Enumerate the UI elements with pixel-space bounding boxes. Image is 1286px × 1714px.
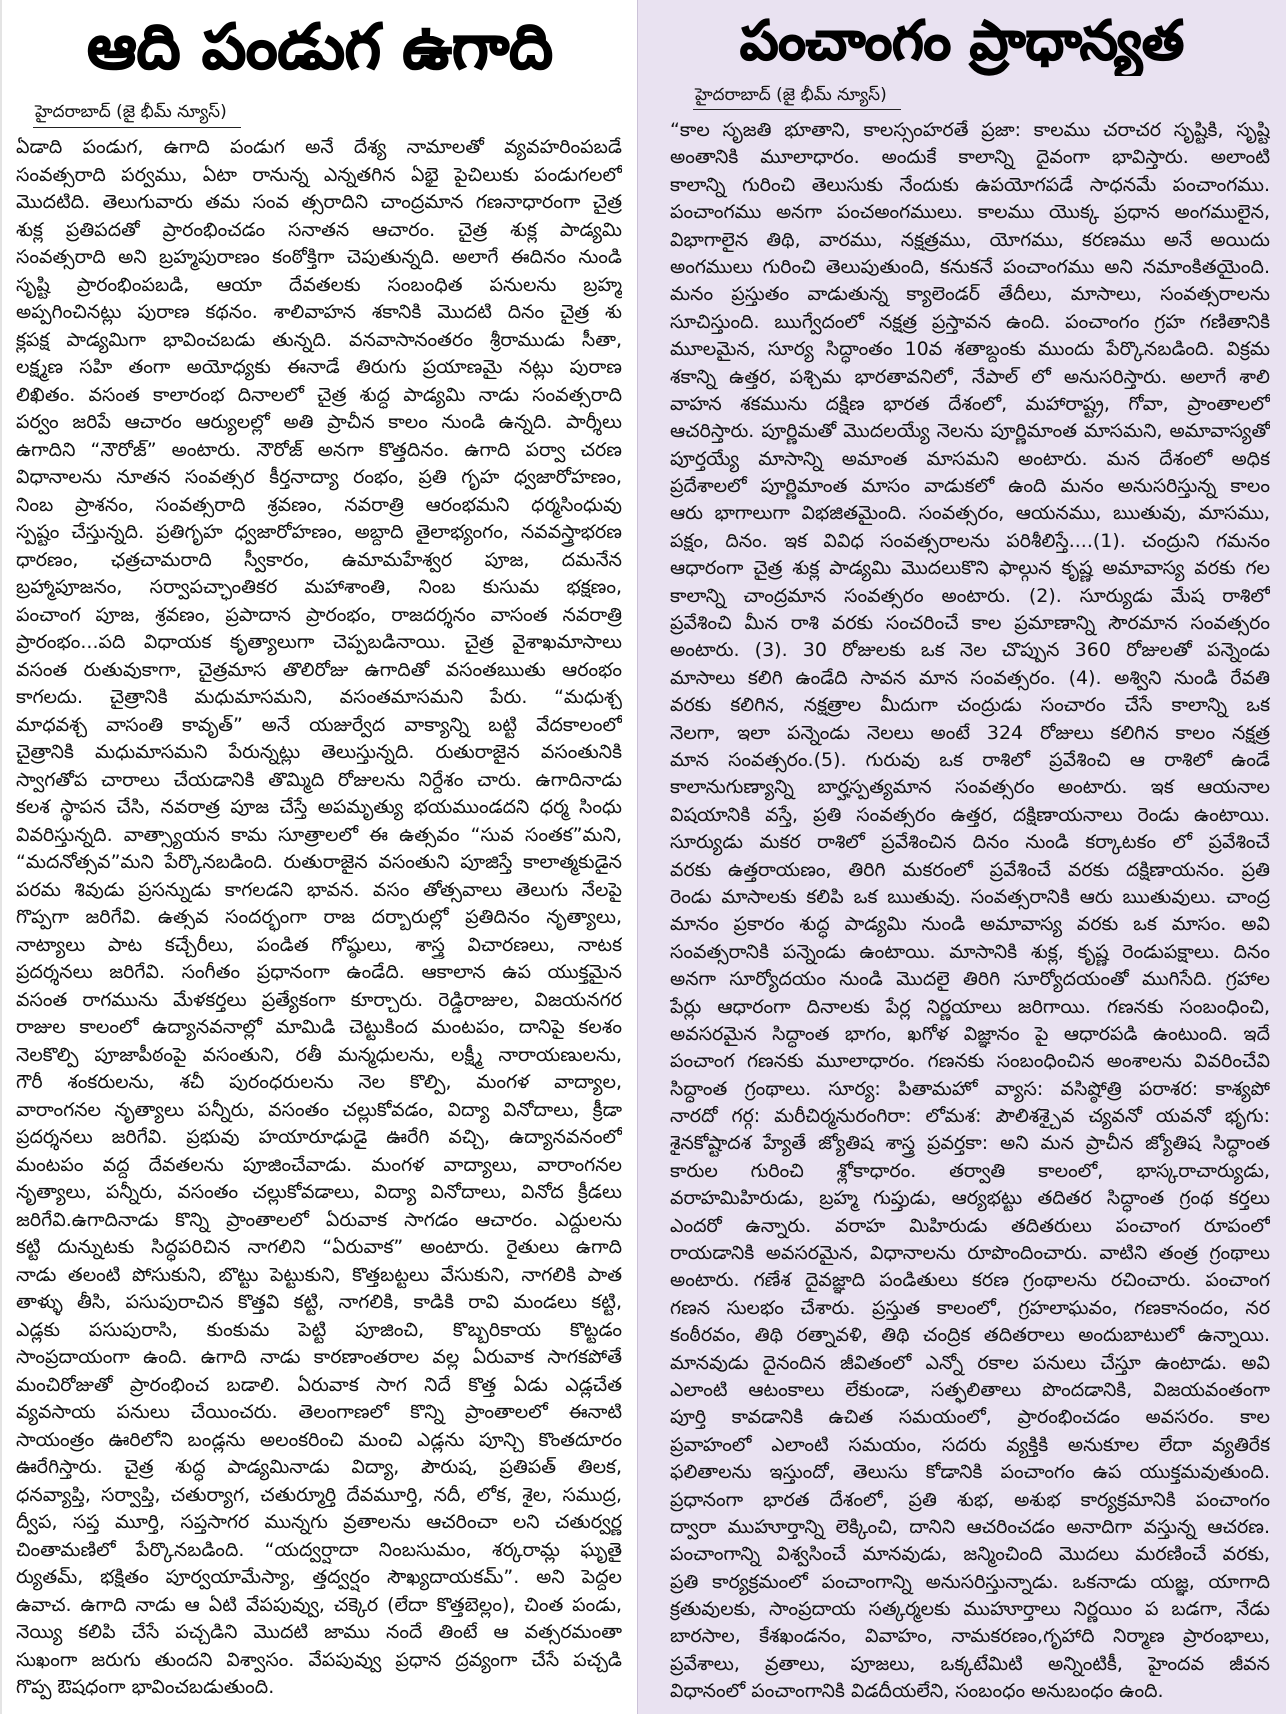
body-line: విషయానికి వస్తే, ప్రతి సంవత్సరం ఉత్తర, దక్షిణాయనాలు రెండు ఉంటాయి. (670, 803, 1270, 826)
body-line: విధానాలను నూతన సంవత్సర కీర్తనాద్యా రంభం, ప్రతి గృహ ధ్వజారోహణం, (16, 466, 622, 488)
body-line: వరకు కలిగిన, నక్షత్రాల మీదుగా చంద్రుడు సంచారం చేసే కాలాన్ని ఒక (670, 694, 1270, 717)
body-line: పరమ శివుడు ప్రసన్నుడు కాగలడని భావన. వసం తోత్సవాలు తెలుగు నేలపై (16, 878, 622, 901)
body-line: కాలాన్ని చాంద్రమాన సంవత్సరం అంటారు. (2). సూర్యుడు మేష రాశిలో (670, 584, 1270, 607)
body-line: సాంప్రదాయంగా ఉంది. ఉగాది నాడు కారణాంతరాల వల్ల ఏరువాక సాగకపోతే (16, 1346, 622, 1368)
body-line: అనగా సూర్యోదయం నుండి మొదలై తిరిగి సూర్యోదయంతో ముగిసేది. గ్రహాల (670, 968, 1270, 991)
body-line: “కాల సృజతి భూతాని, కాలస్సంహరతే ప్రజా: కాలము చరాచర సృష్టికి, సృష్టి (670, 119, 1270, 141)
body-line: శైనకోష్టాదశ హ్యేతే జ్యోతిష శాస్త్ర ప్రవర్తకా: అని మన ప్రాచీన జ్యోతిష సిద్ధాంత (670, 1132, 1270, 1155)
article-panchangam (638, 0, 1286, 1714)
body-line: వరకు ఉత్తరాయణం, తిరిగి మకరంలో ప్రవేశించే వరకు దక్షిణాయనం. ప్రతి (670, 858, 1270, 881)
body-line: నెలగా, ఇలా పన్నెండు నెలలు అంటే 324 రోజులు కలిగిన కాలం నక్షత్ర (670, 721, 1270, 744)
body-line: ఉవాచ. ఉగాది నాడు ఆ ఏటి వేపపువ్వు, చక్కెర (లేదా కొత్తబెల్లం), చింత పండు, (16, 1593, 622, 1616)
body-line: పంచాంగాన్ని విశ్వసించే మానవుడు, జన్మించింది మొదలు మరణించే వరకు, (670, 1543, 1270, 1566)
body-line: రెండు మాసాలకు కలిపి ఒక ఋతువు. సంవత్సరానికి ఆరు ఋతువులు. చాంద్ర (670, 885, 1270, 908)
body-line: సాయంత్రం ఊరిలోని బండ్లను అలంకరించి మంచి ఎడ్లను పూన్చి కొంతదూరం (16, 1428, 622, 1451)
body-line: మాధవశ్చ వాసంతి కావృత్” అనే యజుర్వేద వాక్యాన్ని బట్టి వేదకాలంలో (16, 713, 622, 736)
body-line: క్లపక్ష పాడ్యమిగా భావించబడు తున్నది. వనవాసానంతరం శ్రీరాముడు సీతా, (16, 328, 622, 351)
body-line: చైత్రానికి మధుమాసమని పేరున్నట్లు తెలుస్తున్నది. రుతురాజైన వసంతునికి (16, 741, 622, 763)
body-line: వసంత రాగమును మేళకర్తలు ప్రత్యేకంగా కూర్చారు. రెడ్డిరాజుల, విజయనగర (16, 988, 622, 1011)
body-line: అంగములు గురించి తెలుపుతుంది, కనుకనే పంచాంగము అని నమాంకితయైంది. (670, 255, 1270, 278)
body-line: మానం ప్రకారం శుద్ధ పాడ్యమి నుండి అమావాస్య వరకు ఒక మాసం. అవి (670, 913, 1270, 936)
body-line: అవసరమైన సిద్ధాంత భాగం, ఖగోళ విజ్ఞానం పై ఆధారపడి ఉంటుంది. ఇదే (670, 1022, 1270, 1045)
body-line: ఏడాది పండుగ, ఉగాది పండుగ అనే దేశ్య నామాలతో వ్యవహరింపబడే (16, 136, 622, 158)
body-line: నారదో గర్గ: మరీచిర్మనురంగిరా: లోమశ: పౌలిశశ్చైవ చ్యవనో యవనో భృగు: (670, 1105, 1270, 1128)
body-line: ప్రవేశాలు, వ్రతాలు, పూజలు, ఒక్కటేమిటి అన్నింటికీ, హైందవ జీవన (670, 1652, 1270, 1675)
body-line: ప్రధానంగా భారత దేశంలో, ప్రతి శుభ, అశుభ కార్యక్రమానికి పంచాంగం (670, 1488, 1270, 1511)
body-line: కాలానుగుణ్యాన్ని బార్హస్పత్యమాన సంవత్సరం అంటారు. ఇక ఆయనాల (670, 776, 1270, 799)
body-line: సుఖంగా జరుగు తుందని విశ్వాసం. వేపపువ్వు ప్రధాన ద్రవ్యంగా చేసే పచ్చడి (16, 1648, 622, 1671)
body-line: ద్వీప, సప్త మూర్తి, సప్తసాగర మున్నగు వ్రతాలను ఆచరించా లని చతుర్వర్ణ (16, 1511, 622, 1533)
body-line: శుక్ల ప్రతిపదతో ప్రారంభించడం సనాతన ఆచారం. చైత్ర శుక్ల పాడ్యమి (16, 218, 622, 241)
body-line: పూర్తి కావడానికి ఉచిత సమయంలో, ప్రారంభించడం అవసరం. కాల (670, 1406, 1270, 1429)
body-line: అప్పగించినట్లు పురాణ కథనం. శాలివాహన శకానికి మొదటి దినం చైత్ర శు (16, 301, 622, 323)
body-line: నృత్యాలు, పన్నీరు, వసంతం చల్లుకోవడాలు, విద్యా వినోదాలు, వినోద క్రీడలు (16, 1181, 622, 1203)
body-line: ఊరేగిస్తారు. చైత్ర శుద్ధ పాడ్యమినాడు విద్యా, పౌరుష, ప్రతిపత్ తిలక, (16, 1456, 622, 1478)
body-line: నాడు తలంటి పోసుకుని, బొట్టు పెట్టుకుని, కొత్తబట్టలు వేసుకుని, నాగలికి పాత (16, 1263, 622, 1286)
body-line: ర్యుతమ్, భక్షితం పూర్వయామేస్యా, త్తద్వర్షం సౌఖ్యదాయకమ్”. అని పెద్దల (16, 1566, 622, 1588)
body-line: మంటపం వద్ద దేవతలను పూజించేవాడు. మంగళ వాద్యాలు, వారాంగనల (16, 1153, 622, 1176)
body-line: ప్రతి కార్యక్రమంలో పంచాంగాన్ని అనుసరిస్తున్నాడు. ఒకనాడు యజ్ఞ, యాగాది (670, 1570, 1270, 1593)
body-line: స్పష్టం చేస్తున్నది. ప్రతిగృహ ధ్వజారోహణం, అబ్దాది తైలాభ్యంగం, నవవస్త్రాభరణ (16, 521, 622, 543)
body-line: మూలమైన, సూర్య సిద్ధాంతం 10వ శతాబ్దంకు ముందు పేర్కొనబడింది. విక్రమ (670, 338, 1270, 361)
body-line: నెయ్యి కలిపి చేసే పచ్చడిని మొదటి జాము నందే తింటే ఆ వత్సరమంతా (16, 1621, 622, 1643)
body-line: గౌరీ శంకరులను, శచీ పురంధరులను నెల కొల్పి, మంగళ వాద్యాల, (16, 1071, 622, 1093)
body-line: సూచిస్తుంది. ఋగ్వేదంలో నక్షత్ర ప్రస్తావన ఉంది. పంచాంగం గ్రహ గణితానికి (670, 310, 1270, 333)
body-line: విభాగాలైన తిథి, వారము, నక్షత్రము, యోగము, కరణము అనే అయిదు (670, 228, 1270, 251)
body-line: వసంత రుతువుకాగా, చైత్రమాస తొలిరోజు ఉగాదితో వసంతఋతు ఆరంభం (16, 658, 622, 681)
body-line: ఫలితాలను ఇస్తుందో, తెలుసు కోడానికి పంచాంగం ఉప యుక్తమవుతుంది. (670, 1461, 1270, 1484)
body-line: అంటారు. (3). 30 రోజులకు ఒక నెల చొప్పున 360 రోజులతో పన్నెండు (670, 639, 1270, 662)
body-line: కారుల గురించి శ్లోకాధారం. తర్వాతి కాలంలో, భాస్కరాచార్యుడు, (670, 1159, 1270, 1182)
body-line: మాసాలు కలిగి ఉండేది సావన మాన సంవత్సరం. (4). అశ్విని నుండి రేవతి (670, 666, 1270, 689)
body-line: పక్షం, దినం. ఇక వివిధ సంవత్సరాలను పరిశీలిస్తే....(1). చంద్రుని గమనం (670, 529, 1270, 552)
body-line: కట్టి దున్నుటకు సిద్ధపరిచిన నాగలిని “ఏరువాక” అంటారు. రైతులు ఉగాది (16, 1236, 622, 1258)
body-line: ప్రదర్శనలు జరిగేవి. ప్రభువు హయారూఢుడై ఊరేగి వచ్చి, ఉద్యానవనంలో (16, 1126, 622, 1148)
body-line: సంవత్సరానికి పన్నెండు ఉంటాయి. మాసానికి శుక్ల, కృష్ణ రెండుపక్షాలు. దినం (670, 940, 1270, 963)
article-body (670, 117, 1270, 1706)
body-line: ప్రవాహంలో ఎలాంటి సమయం, సదరు వ్యక్తికి అనుకూల లేదా వ్యతిరేక (670, 1433, 1270, 1456)
body-line: వ్యవసాయ పనులు చేయించరు. తెలంగాణలో కొన్ని ప్రాంతాలలో ఈనాటి (16, 1401, 622, 1423)
body-line: మొదటిది. తెలుగువారు తమ సంవ త్సరాదిని చాంద్రమాన గణనాధారంగా చైత్ర (16, 191, 622, 213)
body-line: “మదనోత్సవ”మని పేర్కొనబడింది. రుతురాజైన వసంతుని పూజిస్తే కాలాత్మకుడైన (16, 851, 622, 873)
body-line: కాలాన్ని గురించి తెలుసుకు నేందుకు ఉపయోగపడే సాధనమే పంచాంగము. (670, 173, 1270, 196)
body-line: పేర్లు ఆధారంగా దినాలకు పేర్ల నిర్ణయాలు జరిగాయి. గణనకు సంబంధించి, (670, 995, 1270, 1018)
body-line: కలశ స్థాపన చేసి, నవరాత్ర పూజ చేస్తే అపమృత్యు భయముండదని ధర్మ సింధు (16, 796, 622, 818)
body-line: విధానంలో పంచాంగానికి విడదీయలేని, సంబంధం అనుబంధం ఉంది. (670, 1680, 1164, 1703)
body-line: ఎడ్లకు పసుపురాసి, కుంకుమ పెట్టి పూజించి, కొబ్బరికాయ కొట్టడం (16, 1318, 622, 1341)
body-line: ఎందరో ఉన్నారు. వరాహ మిహిరుడు తదితరులు పంచాంగ రూపంలో (670, 1214, 1270, 1237)
body-line: పంచాంగ పూజ, శ్రవణం, ప్రపాదాన ప్రారంభం, రాజదర్శనం వాసంత నవరాత్రి (16, 603, 622, 626)
article-ugadi (0, 0, 638, 1714)
body-line: వారాంగనల నృత్యాలు పన్నీరు, వసంతం చల్లుకోవడం, విద్యా వినోదాలు, క్రీడా (16, 1098, 622, 1121)
body-line: ధనవ్యాప్తి, సర్వాప్తి, చతుర్యాగ, చతుర్మూర్తి దేవమూర్తి, నదీ, లోక, శైల, సముద్ర, (16, 1483, 622, 1506)
body-line: వాహన శకమును దక్షిణ భారత దేశంలో, మహారాష్ట్ర, గోవా, ప్రాంతాలలో (670, 392, 1270, 415)
body-line: ఆరు భాగాలుగా విభజితమైంది. సంవత్సరం, ఆయనము, ఋతువు, మాసము, (670, 502, 1270, 525)
headline: పంచాంగం ప్రాధాన్యత (740, 9, 1184, 72)
body-line: శకాన్ని ఉత్తర, పశ్చిమ భారతావనిలో, నేపాల్ లో అనుసరిస్తారు. అలాగే శాలి (670, 365, 1270, 388)
column-divider (637, 0, 638, 1714)
body-line: జరిగేవి.ఉగాదినాడు కొన్ని ప్రాంతాలలో ఏరువాక సాగడం ఆచారం. ఎద్దులను (16, 1208, 622, 1231)
body-line: సూర్యుడు మకర రాశిలో ప్రవేశించిన దినం నుండి కర్కాటకం లో ప్రవేశించే (670, 831, 1270, 854)
body-line: ప్రదర్శనలు జరిగేవి. సంగీతం ప్రధానంగా ఉండేది. ఆకాలాన ఉప యుక్తమైన (16, 961, 622, 983)
body-line: గొప్ప ఔషధంగా భావించబడుతుంది. (16, 1676, 275, 1698)
body-line: రాయడానికి అవసరమైన, విధానాలను రూపొందించారు. వాటిని తంత్ర గ్రంథాలు (670, 1242, 1270, 1265)
body-line: చింతామణిలో పేర్కొనబడింది. “యద్వర్షాదా నింబసుమం, శర్కరామ్ల ఘృతై (16, 1538, 622, 1561)
body-line: ప్రవేశించి మీన రాశి వరకు సంచరించే కాల ప్రమాణాన్ని సౌరమాన సంవత్సరం (670, 612, 1270, 635)
body-line: సృష్టి ప్రారంభింపబడి, ఆయా దేవతలకు సంబంధిత పనులను బ్రహ్మ (16, 273, 622, 296)
body-line: బ్రహ్మాపూజనం, సర్వాపచ్ఛాంతికర మహాశాంతి, నింబ కుసుమ భక్షణం, (16, 576, 622, 598)
body-line: ఆచరిస్తారు. పూర్ణిమతో మొదలయ్యే నెలను పూర్ణిమాంత మాసమని, అమావాస్యతో (670, 420, 1270, 443)
body-line: వివరిస్తున్నది. వాత్స్యాయన కామ సూత్రాలలో ఈ ఉత్సవం “సువ సంతక”మని, (16, 823, 622, 846)
body-line: పూర్తయ్యే మాసాన్ని అమాంత మాసమని అంటారు. మన దేశంలో అధిక (670, 447, 1270, 470)
body-line: స్వాగతోప చారాలు చేయడానికి తొమ్మిది రోజులను నిర్దేశం చారు. ఉగాదినాడు (16, 768, 622, 791)
body-line: పంచాంగము అనగా పంచఅంగములు. కాలము యొక్క ప్రధాన అంగములైన, (670, 201, 1270, 224)
byline: హైదరాబాద్ (జై భీమ్ న్యూస్) (33, 100, 241, 128)
body-line: నెలకొల్పి పూజాపీఠంపై వసంతుని, రతీ మన్మధులను, లక్ష్మీ నారాయణులను, (16, 1043, 622, 1066)
body-line: సంవత్సరాది అని బ్రహ్మపురాణం కంఠోక్తిగా చెపుతున్నది. అలాగే ఈదినం నుండి (16, 246, 622, 268)
byline: హైదరాబాద్ (జై భీమ్ న్యూస్) (693, 84, 901, 110)
body-line: నింబ ప్రాశనం, సంవత్సరాది శ్రవణం, నవరాత్రి ఆరంభమని ధర్మసింధువు (16, 493, 622, 516)
body-line: మానవుడు దైనందిన జీవితంలో ఎన్నో రకాల పనులు చేస్తూ ఉంటాడు. అవి (670, 1351, 1270, 1374)
body-line: మాన సంవత్సరం.(5). గురువు ఒక రాశిలో ప్రవేశించి ఆ రాశిలో ఉండే (670, 748, 1270, 771)
article-body (16, 134, 622, 1702)
body-line: పంచాంగ గణనకు మూలాధారం. గణనకు సంబంధించిన అంశాలను వివరించేవి (670, 1050, 1270, 1073)
body-line: మంచిరోజుతో ప్రారంభించ బడాలి. ఏరువాక సాగ నిదే కొత్త ఏడు ఎడ్లచేత (16, 1373, 622, 1396)
body-line: ప్రదేశాలలో పూర్ణిమాంత మాసం వాడుకలో ఉంది మనం అనుసరిస్తున్న కాలం (670, 475, 1270, 498)
body-line: గణన సులభం చేశారు. ప్రస్తుత కాలంలో, గ్రహలాఘవం, గణకానందం, నర (670, 1296, 1270, 1319)
body-line: గొప్పగా జరిగేవి. ఉత్సవ సందర్భంగా రాజ దర్బారుల్లో ప్రతిదినం నృత్యాలు, (16, 906, 622, 928)
body-line: సిద్ధాంత గ్రంథాలు. సూర్య: పితామహో వ్యాస: వసిష్ఠోత్రి పరాశర: కాశ్యపో (670, 1077, 1270, 1100)
body-line: అంటారు. గణేశ దైవజ్ఞాది పండితులు కరణ గ్రంథాలను రచించారు. పంచాంగ (670, 1269, 1270, 1292)
body-line: కాగలదు. చైత్రానికి మధుమాసమని, వసంతమాసమని పేరు. “మధుశ్చ (16, 686, 622, 708)
body-line: పర్వం జరిపే ఆచారం ఆర్యులల్లో అతి ప్రాచీన కాలం నుండి ఉన్నది. పార్శీలు (16, 411, 622, 433)
body-line: కంఠీరవం, తిథి రత్నావళి, తిథి చంద్రిక తదితరాలు అందుబాటులో ఉన్నాయి. (670, 1324, 1270, 1347)
body-line: ఉగాదిని “నౌరోజ్” అంటారు. నౌరోజ్ అనగా కొత్తదినం. ఉగాది పర్వా చరణ (16, 438, 622, 461)
body-line: ఆధారంగా చైత్ర శుక్ల పాడ్యమి మొదలుకొని ఫాల్గున కృష్ణ అమావాస్య వరకు గల (670, 557, 1270, 580)
body-line: సంవత్సరాది పర్వము, ఏటా రానున్న ఎన్నతగిన ఏభై పైచిలుకు పండుగలలో (16, 163, 622, 186)
headline: ఆది పండుగ ఉగాది (87, 10, 553, 83)
body-line: ధారణం, ఛత్రచామరాది స్వీకారం, ఉమామహేశ్వర పూజ, దమనేన (16, 548, 622, 571)
body-line: లక్ష్మణ సహి తంగా అయోధ్యకు ఈనాడే తిరుగు ప్రయాణమై నట్లు పురాణ (16, 356, 622, 378)
body-line: లిఖితం. వసంత కాలారంభ దినాలలో చైత్ర శుద్ధ పాడ్యమి నాడు సంవత్సరాది (16, 383, 622, 406)
body-line: ఎలాంటి ఆటంకాలు లేకుండా, సత్ఫలితాలు పొందడానికి, విజయవంతంగా (670, 1378, 1270, 1401)
body-line: రాజుల కాలంలో ఉద్యానవనాల్లో మామిడి చెట్టుకింద మంటపం, దానిపై కలశం (16, 1016, 622, 1038)
body-line: మనం ప్రస్తుతం వాడుతున్న క్యాలెండర్ తేదీలు, మాసాలు, సంవత్సరాలను (670, 283, 1270, 306)
body-line: తాళ్ళు తీసి, పసుపురాచిన కొత్తవి కట్టి, నాగలికి, కాడికి రావి మండలు కట్టి, (16, 1291, 622, 1313)
body-line: ప్రారంభం...పది విధాయక కృత్యాలుగా చెప్పబడినాయి. చైత్ర వైశాఖమాసాలు (16, 631, 622, 653)
body-line: బారసాల, కేశఖండనం, వివాహం, నామకరణం,గృహాది నిర్మాణ ప్రారంభాలు, (670, 1625, 1270, 1648)
body-line: అంతానికి మూలాధారం. అందుకే కాలాన్ని దైవంగా భావిస్తారు. అలాంటి (670, 146, 1270, 169)
body-line: నాట్యాలు పాట కచ్చేరీలు, పండిత గోష్ఠులు, శాస్త్ర విచారణలు, నాటక (16, 933, 622, 956)
body-line: వరాహమిహిరుడు, బ్రహ్మ గుప్తుడు, ఆర్యభట్టు తదితర సిద్ధాంత గ్రంథ కర్తలు (670, 1187, 1270, 1210)
body-line: ద్వారా ముహూర్తాన్ని లెక్కించి, దానిని ఆచరించడం అనాదిగా వస్తున్న ఆచరణ. (670, 1515, 1270, 1538)
body-line: క్రతువులకు, సాంప్రదాయ సత్కర్మలకు ముహూర్తాలు నిర్ణయిం ప బడగా, నేడు (670, 1598, 1270, 1621)
